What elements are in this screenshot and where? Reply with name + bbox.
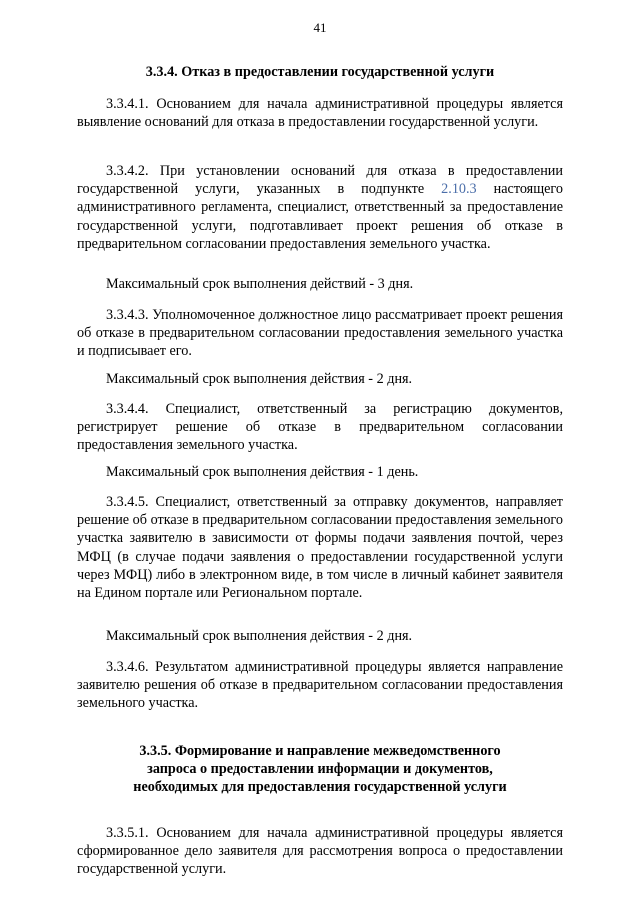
paragraph-3-3-4-2-text-start: 3.3.4.2. При установлении оснований для отказа в предоставлении государственной услуги, указанных в подпункте <box>77 163 563 198</box>
paragraph-3-3-4-5: 3.3.4.5. Специалист, ответственный за отправку документов, направляет решение об отказе в предварительном согласовании предоставления земельного участка заявителю в зависимости от формы подачи заявления почтой, через МФЦ (в случае подачи заявления о предоставлении государственной услуги через МФЦ) либо в электронном виде, в том числе в личный кабинет заявителя на Едином портале или Региональном портале. <box>77 494 563 602</box>
paragraph-3-3-4-2-text-end: настоящего административного регламента, специалист, ответственный за предоставление государственной услуги, подготавливает проект решения об отказе в предварительном согласовании предоставления земельного участка. <box>77 181 563 252</box>
paragraph-3-3-4-2 <box>77 162 563 253</box>
max-term-1-day: Максимальный срок выполнения действия - 1 день. <box>106 464 419 480</box>
paragraph-3-3-4-4: 3.3.4.4. Специалист, ответственный за регистрацию документов, регистрирует решение об отказе в предварительном согласовании предоставления земельного участка. <box>77 401 563 454</box>
paragraph-3-3-4-3: 3.3.4.3. Уполномоченное должностное лицо рассматривает проект решения об отказе в предварительном согласовании предоставления земельного участка и подписывает его. <box>77 307 563 360</box>
paragraph-3-3-4-1: 3.3.4.1. Основанием для начала административной процедуры является выявление оснований для отказа в предоставлении государственной услуги. <box>77 96 563 131</box>
page-number: 41 <box>313 20 327 35</box>
subclause-link-2-10-3[interactable]: 2.10.3 <box>441 181 477 198</box>
max-term-2-days-first: Максимальный срок выполнения действия - 2 дня. <box>106 371 413 387</box>
section-heading-3-3-5-line-2: запроса о предоставлении информации и документов, <box>147 761 493 778</box>
paragraph-3-3-4-6: 3.3.4.6. Результатом административной процедуры является направление заявителю решения об отказе в предварительном согласовании предоставления земельного участка. <box>77 659 563 712</box>
max-term-3-days: Максимальный срок выполнения действий - 3 дня. <box>106 276 414 292</box>
max-term-2-days-second: Максимальный срок выполнения действия - 2 дня. <box>106 628 413 644</box>
section-heading-3-3-4: 3.3.4. Отказ в предоставлении государственной услуги <box>145 64 495 80</box>
paragraph-3-3-5-1: 3.3.5.1. Основанием для начала административной процедуры является сформированное дело заявителя для рассмотрения вопроса о предоставлении государственной услуги. <box>77 825 563 878</box>
section-heading-3-3-5-line-1: 3.3.5. Формирование и направление межведомственного <box>139 743 501 759</box>
section-heading-3-3-5 <box>77 742 563 797</box>
section-heading-3-3-5-line-3: необходимых для предоставления государственной услуги <box>133 779 507 796</box>
